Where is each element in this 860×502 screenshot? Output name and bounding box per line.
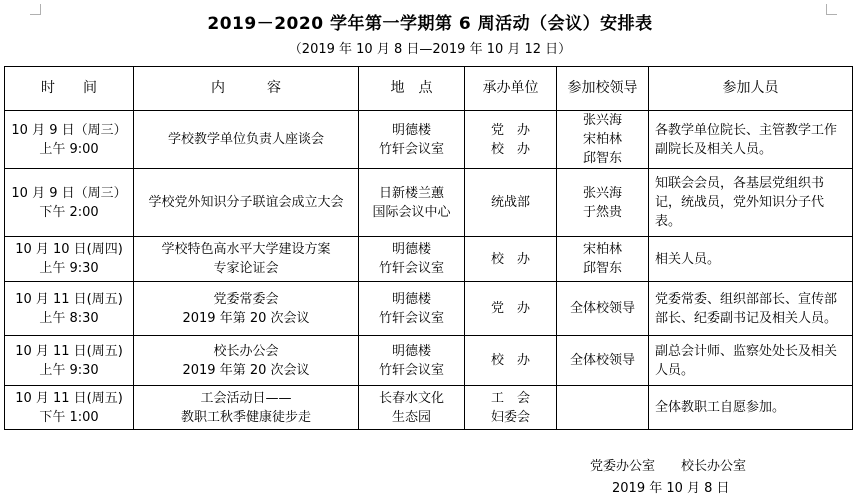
- cell-content: [134, 336, 359, 386]
- table-row: [5, 169, 853, 237]
- location-line: 日新楼兰蕙: [378, 185, 444, 201]
- issue-date: 2019 年 10 月 8 日: [612, 481, 730, 496]
- host-line: 校 办: [490, 353, 530, 368]
- cell-leaders: [557, 282, 649, 336]
- cell-host: [465, 111, 557, 169]
- cell-time: [5, 111, 134, 169]
- header-time: 时 间: [5, 67, 134, 111]
- leader-name: 全体校领导: [569, 301, 635, 316]
- cell-host: [465, 282, 557, 336]
- location-line: 明德楼: [391, 343, 431, 359]
- table-row: [5, 336, 853, 386]
- location-line: 竹轩会议室: [378, 362, 444, 378]
- content-line: 2019 年第 20 次会议: [182, 362, 310, 378]
- content-line: 学校特色高水平大学建设方案: [161, 242, 331, 257]
- cell-host: [465, 386, 557, 430]
- time-date: 10 月 9 日（周三）: [11, 122, 127, 138]
- time-date: 10 月 11 日(周五): [15, 291, 123, 307]
- cell-location: [359, 336, 465, 386]
- location-line: 竹轩会议室: [378, 141, 444, 157]
- location-line: 明德楼: [391, 122, 431, 138]
- cell-leaders: [557, 386, 649, 430]
- location-line: 国际会议中心: [372, 204, 451, 220]
- content-line: 校长办公会: [213, 343, 279, 359]
- cell-attendees: 各教学单位院长、主管教学工作副院长及相关人员。: [649, 111, 853, 169]
- content-line: 2019 年第 20 次会议: [182, 310, 310, 326]
- header-leaders: 参加校领导: [557, 67, 649, 111]
- cell-attendees: 全体教职工自愿参加。: [649, 386, 853, 430]
- host-line: 党 办: [490, 301, 530, 316]
- cell-location: [359, 237, 465, 282]
- cell-location: [359, 111, 465, 169]
- time-hour: 上午 9:30: [39, 362, 99, 378]
- cell-time: [5, 169, 134, 237]
- cell-leaders: [557, 336, 649, 386]
- cell-attendees: 副总会计师、监察处处长及相关人员。: [649, 336, 853, 386]
- location-line: 生态园: [391, 409, 431, 425]
- content-line: 专家论证会: [213, 261, 279, 276]
- schedule-table: [4, 66, 853, 430]
- leader-name: 张兴海: [582, 185, 622, 201]
- cell-content: [134, 282, 359, 336]
- cell-time: [5, 282, 134, 336]
- host-line: 统战部: [490, 195, 530, 210]
- content-line: 工会活动日——: [200, 390, 292, 406]
- cell-leaders: [557, 237, 649, 282]
- table-header-row: [5, 67, 853, 111]
- leader-name: 宋柏林: [582, 132, 622, 147]
- cell-content: [134, 237, 359, 282]
- time-hour: 下午 2:00: [39, 204, 99, 220]
- cell-host: [465, 237, 557, 282]
- table-row: [5, 111, 853, 169]
- cell-host: [465, 336, 557, 386]
- leader-name: 张兴海: [582, 113, 622, 128]
- leader-name: 宋柏林: [582, 242, 622, 257]
- header-host: 承办单位: [465, 67, 557, 111]
- time-date: 10 月 9 日（周三）: [11, 185, 127, 201]
- location-line: 竹轩会议室: [378, 261, 444, 276]
- time-date: 10 月 10 日(周四): [15, 242, 123, 257]
- document-subtitle: （2019 年 10 月 8 日—2019 年 10 月 12 日）: [288, 42, 572, 57]
- cell-time: [5, 386, 134, 430]
- cell-location: [359, 282, 465, 336]
- cell-content: [134, 111, 359, 169]
- host-line: 校 办: [490, 141, 530, 157]
- content-line: 学校党外知识分子联谊会成立大会: [148, 195, 344, 210]
- content-line: 教职工秋季健康徒步走: [180, 409, 311, 425]
- time-date: 10 月 11 日(周五): [15, 343, 123, 359]
- cell-content: [134, 169, 359, 237]
- table-row: [5, 282, 853, 336]
- location-line: 明德楼: [391, 242, 431, 257]
- time-hour: 上午 9:00: [39, 141, 99, 157]
- header-content: 内 容: [134, 67, 359, 111]
- time-date: 10 月 11 日(周五): [15, 390, 123, 406]
- location-line: 长春水文化: [378, 390, 444, 406]
- table-row: [5, 386, 853, 430]
- location-line: 竹轩会议室: [378, 310, 444, 326]
- time-hour: 上午 8:30: [39, 310, 99, 326]
- table-row: [5, 237, 853, 282]
- leader-name: 全体校领导: [569, 353, 635, 368]
- cell-time: [5, 237, 134, 282]
- cell-leaders: [557, 169, 649, 237]
- cell-leaders: [557, 111, 649, 169]
- cell-location: [359, 386, 465, 430]
- cell-time: [5, 336, 134, 386]
- document-title: 2019－2020 学年第一学期第 6 周活动（会议）安排表: [207, 14, 653, 34]
- header-location: 地 点: [359, 67, 465, 111]
- cell-host: [465, 169, 557, 237]
- host-line: 校 办: [490, 251, 530, 267]
- issuing-offices: 党委办公室 校长办公室: [590, 459, 747, 474]
- cell-location: [359, 169, 465, 237]
- cell-attendees: 相关人员。: [649, 237, 853, 282]
- content-line: 党委常委会: [213, 291, 279, 307]
- time-hour: 下午 1:00: [39, 409, 99, 425]
- cell-attendees: 知联会会员，各基层党组织书记，统战员，党外知识分子代表。: [649, 169, 853, 237]
- location-line: 明德楼: [391, 291, 431, 307]
- header-attendees: 参加人员: [649, 67, 853, 111]
- host-line: 党 办: [490, 122, 530, 138]
- leader-name: 邱智东: [582, 261, 622, 276]
- cell-content: [134, 386, 359, 430]
- host-line: 工 会: [490, 390, 530, 406]
- content-line: 学校教学单位负责人座谈会: [167, 132, 324, 147]
- time-hour: 上午 9:30: [39, 261, 99, 276]
- host-line: 妇委会: [490, 409, 530, 425]
- leader-name: 于然贵: [582, 204, 622, 220]
- leader-name: 邱智东: [582, 151, 622, 166]
- cell-attendees: 党委常委、组织部部长、宣传部部长、纪委副书记及相关人员。: [649, 282, 853, 336]
